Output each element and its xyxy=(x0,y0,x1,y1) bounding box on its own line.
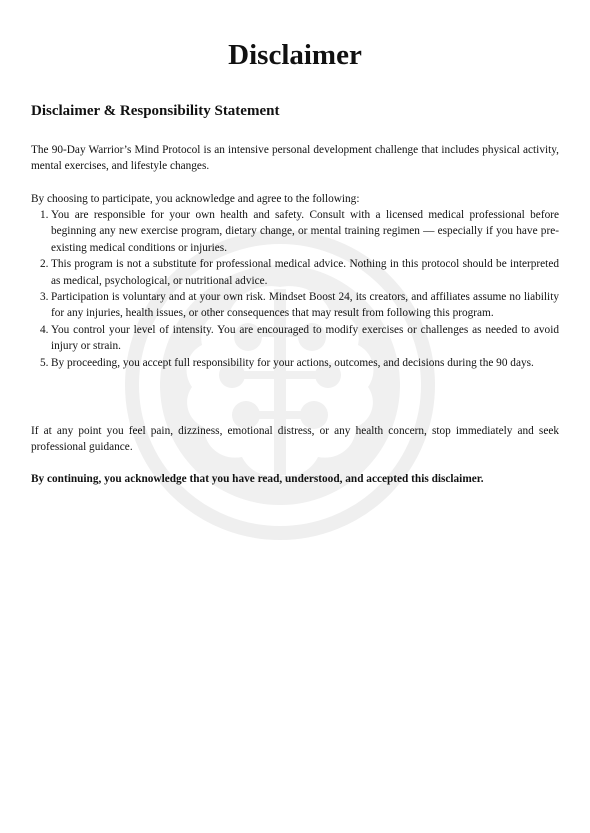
warning-paragraph: If at any point you feel pain, dizziness, emotional distress, or any health concern, stop immediately and seek professional guidance. xyxy=(31,425,559,454)
list-item-number: 5. xyxy=(40,356,49,369)
terms-list xyxy=(31,207,559,371)
intro-paragraph: The 90-Day Warrior’s Mind Protocol is an intensive personal development challenge that includes physical activity, mental exercises, and lifestyle changes. xyxy=(31,144,559,173)
page-title: Disclaimer xyxy=(228,39,362,71)
list-item xyxy=(31,355,559,371)
list-item-number: 4. xyxy=(40,323,49,336)
list-item-number: 2. xyxy=(40,258,49,271)
acknowledgement-paragraph: By continuing, you acknowledge that you have read, understood, and accepted this disclaimer. xyxy=(31,473,484,485)
list-item-text: This program is not a substitute for professional medical advice. Nothing in this protocol should be interpreted as medical, psychological, or nutritional advice. xyxy=(51,258,559,287)
list-item-number: 1. xyxy=(40,209,49,221)
list-item-text: Participation is voluntary and at your own risk. Mindset Boost 24, its creators, and affiliates assume no liability for any injuries, health issues, or other consequences that may result from following this program. xyxy=(51,291,559,320)
list-item-text: By proceeding, you accept full responsibility for your actions, outcomes, and decisions during the 90 days. xyxy=(51,356,534,369)
list-item xyxy=(31,289,559,322)
list-item xyxy=(31,207,559,256)
list-item xyxy=(31,256,559,289)
list-item-text: You are responsible for your own health and safety. Consult with a licensed medical professional before beginning any new exercise program, dietary change, or mental training regimen — especially if you have pre-existing medical conditions or injuries. xyxy=(51,209,559,254)
lead-in-paragraph: By choosing to participate, you acknowledge and agree to the following: xyxy=(31,193,360,205)
list-item xyxy=(31,322,559,355)
list-item-number: 3. xyxy=(40,291,49,304)
list-item-text: You control your level of intensity. You are encouraged to modify exercises or challenges as needed to avoid injury or strain. xyxy=(51,323,559,353)
section-heading: Disclaimer & Responsibility Statement xyxy=(31,103,280,119)
